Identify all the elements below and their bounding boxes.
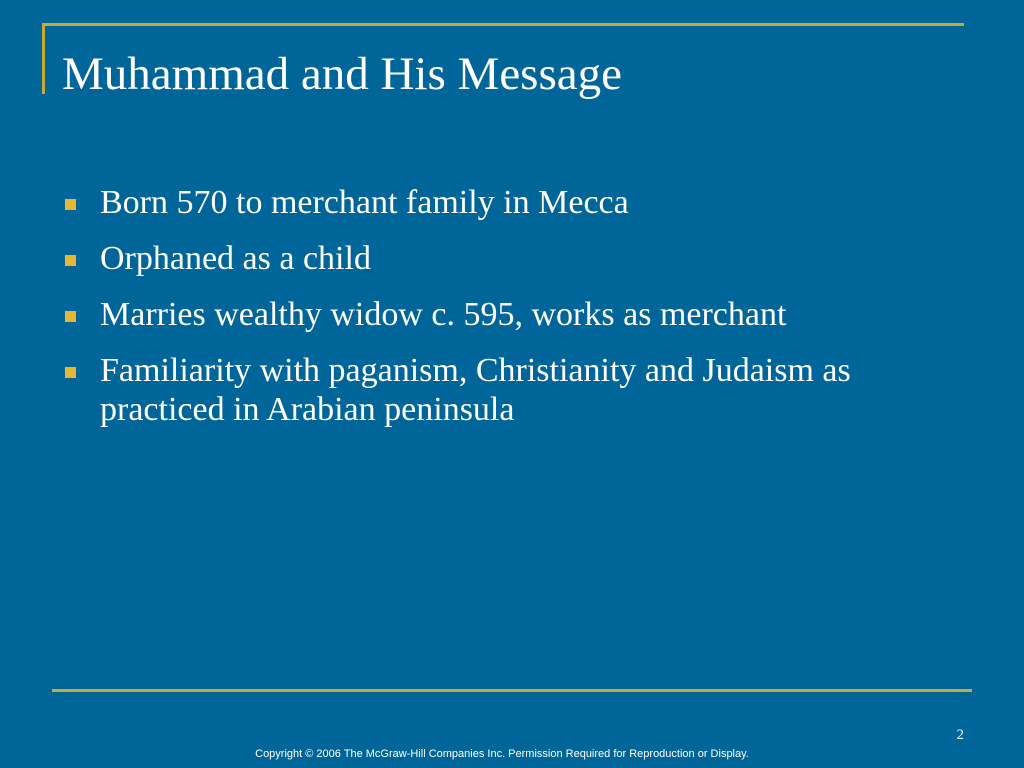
bullet-text: Familiarity with paganism, Christianity and Judaism as practiced in Arabian peninsula [100, 352, 851, 428]
square-bullet-icon [65, 311, 76, 322]
copyright-footer: Copyright © 2006 The McGraw-Hill Companies Inc. Permission Required for Reproduction or Display. [255, 748, 749, 760]
bullet-item [62, 351, 982, 429]
bullet-text: Marries wealthy widow c. 595, works as merchant [100, 296, 787, 333]
square-bullet-icon [65, 199, 76, 210]
square-bullet-icon [65, 255, 76, 266]
slide-title: Muhammad and His Message [62, 48, 622, 100]
page-number: 2 [956, 727, 964, 743]
title-frame-left-rule [42, 23, 45, 94]
bullet-item [62, 183, 982, 222]
footer-rule [52, 689, 972, 692]
title-frame-top-rule [42, 23, 964, 26]
bullet-text: Born 570 to merchant family in Mecca [100, 184, 629, 221]
square-bullet-icon [65, 367, 76, 378]
bullet-item [62, 239, 982, 278]
bullet-item [62, 295, 982, 334]
bullet-text: Orphaned as a child [100, 240, 371, 277]
bullet-list [62, 183, 982, 446]
